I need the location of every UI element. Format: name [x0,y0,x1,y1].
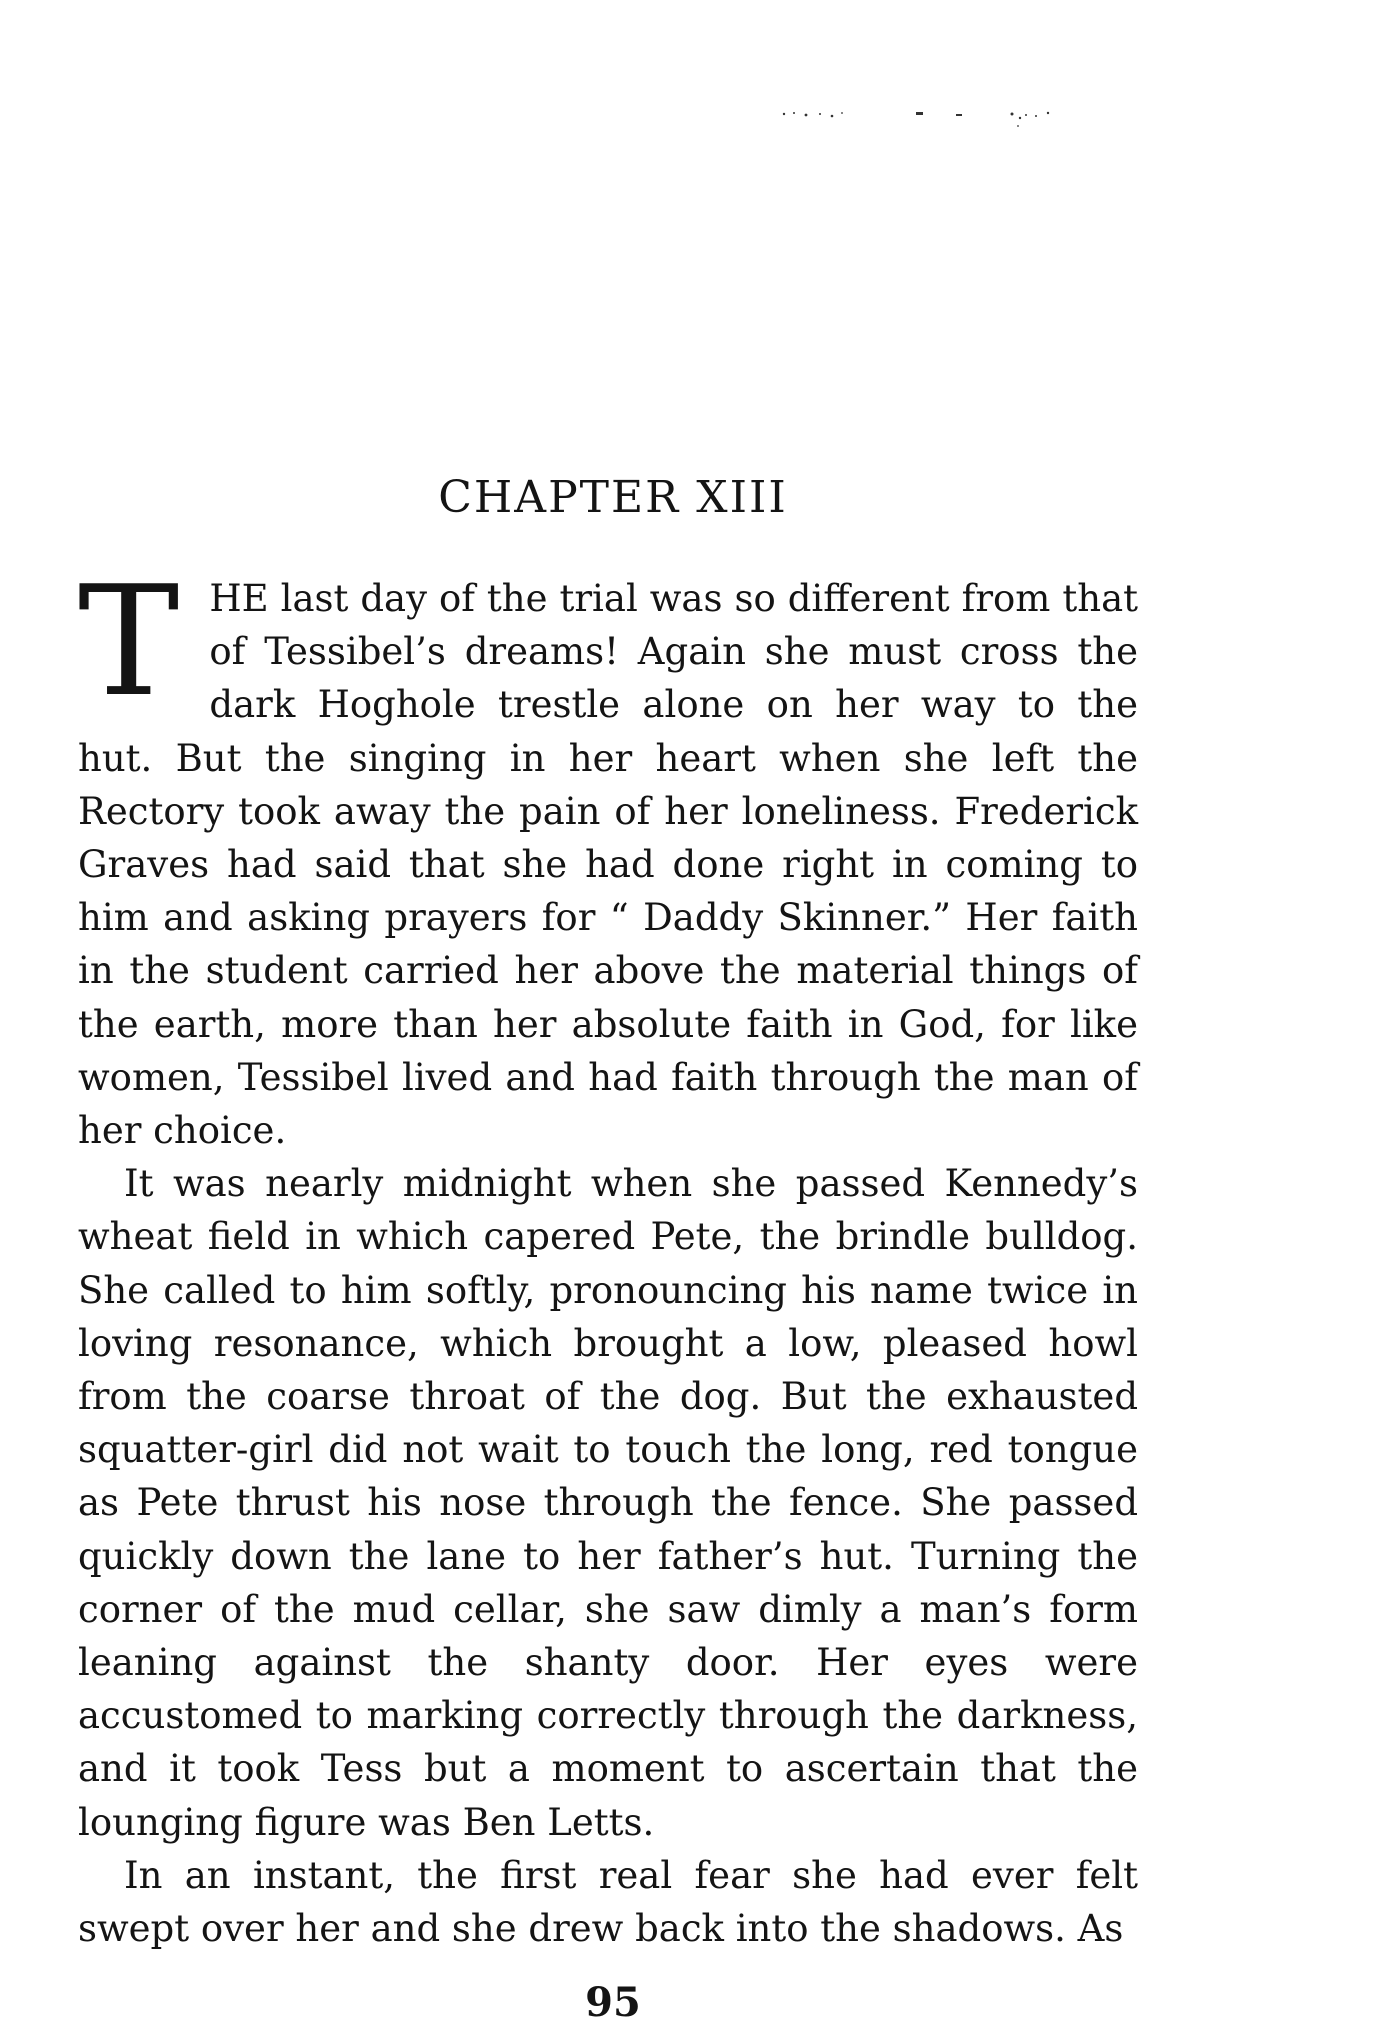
paragraph: In an instant, the first real fear she had ever felt swept over her and she drew back into the shadows. As [78,1853,1138,1951]
paragraph: It was nearly midnight when she passed Kennedy’s wheat field in which capered Pete, the brindle bulldog. She called to him softly, pronouncing his name twice in loving resonance, which brought a low, pleased howl from the coarse throat of the dog. But the exhausted squatter-girl did not wait to touch the long, red tongue as Pete thrust his nose through the fence. She passed quickly down the lane to her father’s hut. Turning the corner of the mud cellar, she saw dimly a man’s form leaning against the shanty door. Her eyes were accustomed to marking correctly through the darkness, and it took Tess but a moment to ascertain that the lounging figure was Ben Letts. [78,1162,1138,1844]
paragraph-text: HE last day of the trial was so different from that of Tessibel’s dreams! Again she must cross the dark Hoghole trestle alone on her way to the hut. But the singing in her heart when she left the Rectory took away the pain of her loneliness. Frederick Graves had said that she had done right in coming to him and asking prayers for “ Daddy Skinner.” Her faith in the student carried her above the material things of the earth, more than her absolute faith in God, for like women, Tessibel lived and had faith through the man of her choice. [78,577,1138,1153]
drop-cap: T [78,553,180,730]
paragraph [78,553,1138,1157]
print-specks [780,104,1100,144]
chapter-heading: CHAPTER XIII [438,472,788,523]
body-text [78,553,1138,1955]
page-number: 95 [585,1979,641,2026]
